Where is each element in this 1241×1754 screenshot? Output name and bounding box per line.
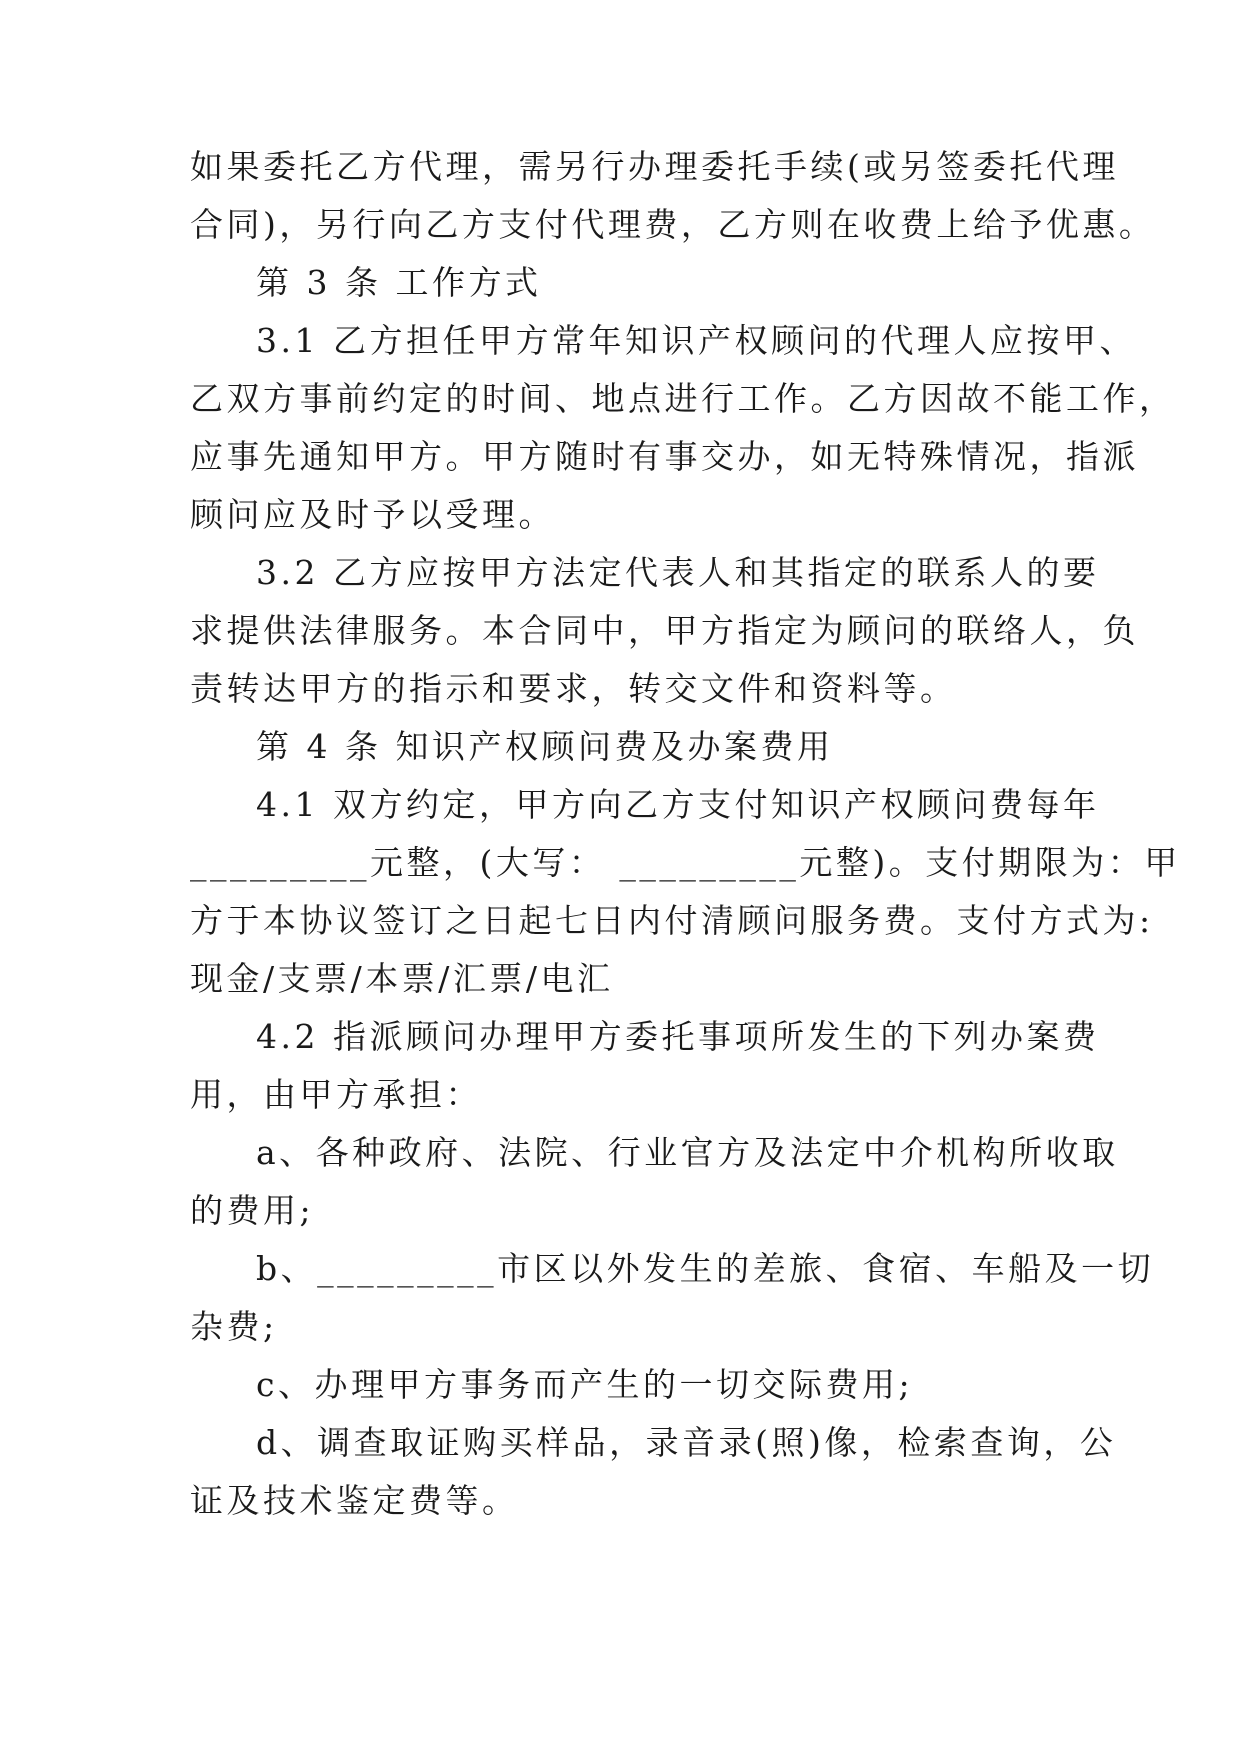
text-line: 证及技术鉴定费等。 xyxy=(190,1481,519,1520)
text-line: 乙双方事前约定的时间、地点进行工作。乙方因故不能工作， xyxy=(190,379,1176,418)
article-heading: 第 3 条 工作方式 xyxy=(256,263,542,302)
text-line: 4.2 指派顾问办理甲方委托事项所发生的下列办案费 xyxy=(256,1017,1100,1056)
text-line: 用，由甲方承担： xyxy=(190,1075,482,1114)
list-item: d、调查取证购买样品，录音录(照)像，检索查询，公 xyxy=(256,1423,1117,1462)
text-line: 如果委托乙方代理，需另行办理委托手续(或另签委托代理 xyxy=(190,147,1119,186)
text-line: 4.1 双方约定，甲方向乙方支付知识产权顾问费每年 xyxy=(256,785,1100,824)
text-line: 杂费; xyxy=(190,1307,278,1346)
text-line: 责转达甲方的指示和要求，转交文件和资料等。 xyxy=(190,669,957,708)
text-line: 的费用; xyxy=(190,1191,315,1230)
text-line: 合同)，另行向乙方支付代理费，乙方则在收费上给予优惠。 xyxy=(190,205,1156,244)
text-line: 现金/支票/本票/汇票/电汇 xyxy=(190,959,614,998)
text-line: 3.1 乙方担任甲方常年知识产权顾问的代理人应按甲、 xyxy=(256,321,1136,360)
text-line: 求提供法律服务。本合同中，甲方指定为顾问的联络人，负 xyxy=(190,611,1139,650)
text-line: 方于本协议签订之日起七日内付清顾问服务费。支付方式为: xyxy=(190,901,1154,940)
text-line: 应事先通知甲方。甲方随时有事交办，如无特殊情况，指派 xyxy=(190,437,1139,476)
article-heading: 第 4 条 知识产权顾问费及办案费用 xyxy=(256,727,834,766)
text-line: _________元整，(大写： _________元整)。支付期限为：甲 xyxy=(190,843,1181,882)
list-item: b、_________市区以外发生的差旅、食宿、车船及一切 xyxy=(256,1249,1155,1288)
text-line: 3.2 乙方应按甲方法定代表人和其指定的联系人的要 xyxy=(256,553,1100,592)
list-item: a、各种政府、法院、行业官方及法定中介机构所收取 xyxy=(256,1133,1119,1172)
text-line: 顾问应及时予以受理。 xyxy=(190,495,555,534)
list-item: c、办理甲方事务而产生的一切交际费用; xyxy=(256,1365,914,1404)
